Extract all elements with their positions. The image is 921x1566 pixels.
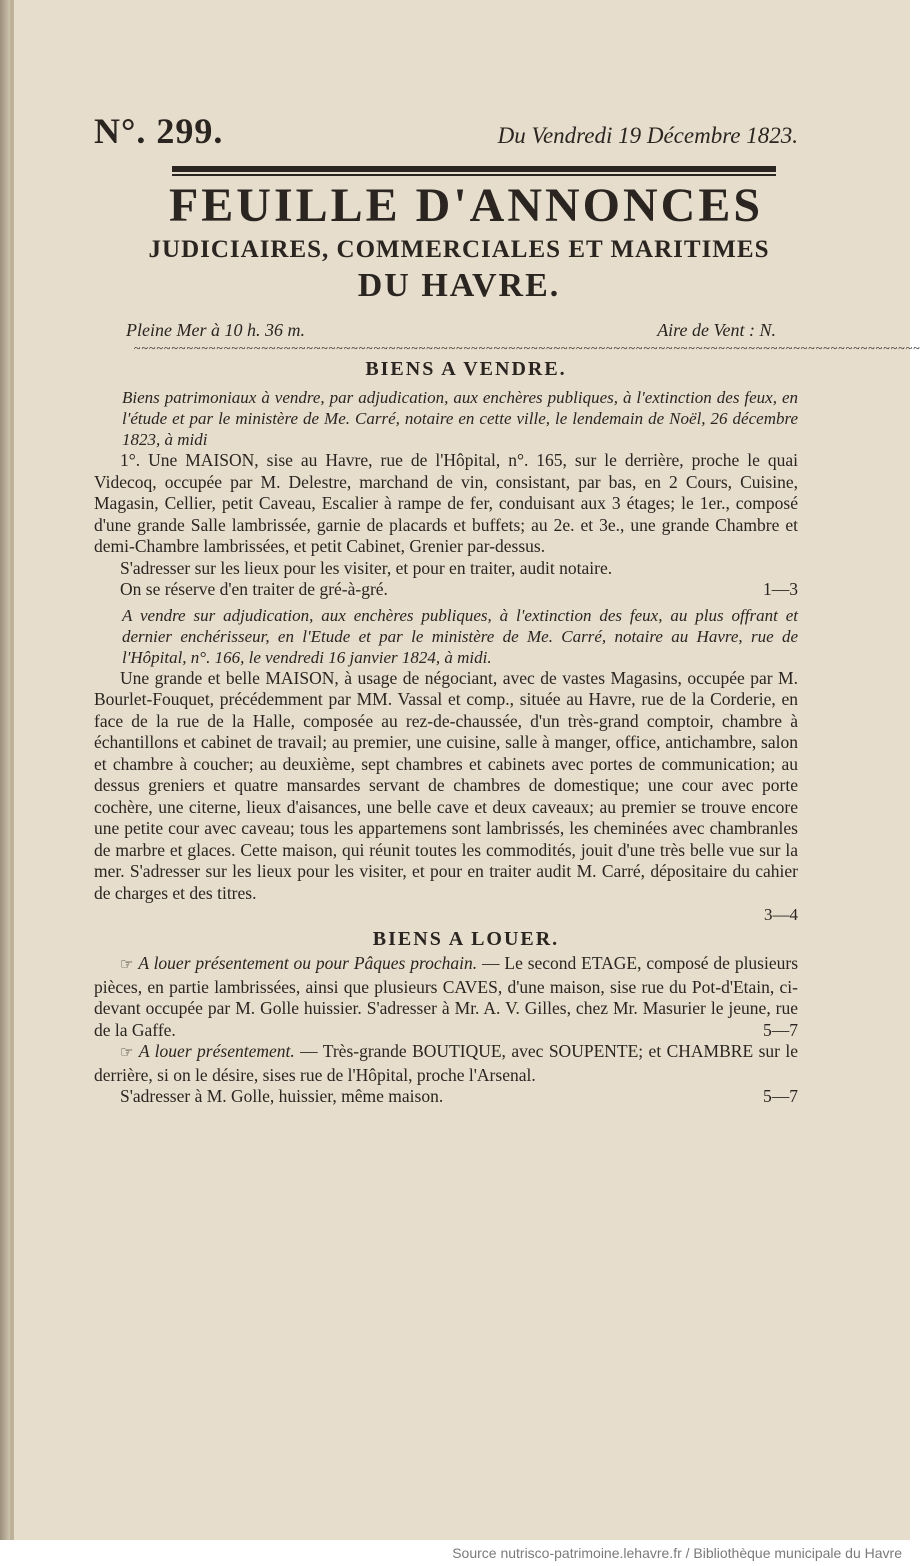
newspaper-title: FEUILLE D'ANNONCES <box>168 179 764 232</box>
section-heading-louer: BIENS A LOUER. <box>372 928 560 950</box>
sale-intro-1: Biens patrimoniaux à vendre, par adjudication, aux enchères publiques, à l'extinction des feux, en l'étude et par le ministère de Me. Carré, notaire en cette ville, le lendemain de Noël, 26 décembre 1823, à midi <box>122 388 798 449</box>
masthead-rule-thick <box>172 166 776 172</box>
rent-item-2-contact-text: S'adresser à M. Golle, huissier, même maison. <box>120 1086 444 1106</box>
page-edge <box>10 0 14 1540</box>
newspaper-subtitle: JUDICIAIRES, COMMERCIALES ET MARITIMES <box>148 236 770 263</box>
newspaper-city: DU HAVRE. <box>357 267 561 304</box>
sale-item-1: 1°. Une MAISON, sise au Havre, rue de l'Hôpital, n°. 165, sur le derrière, proche le quai Videcoq, occupée par M. Delestre, marchand de vin, consistant, par bas, en 2 Cours, Cuisine, Magasin, Cellier, petit Caveau, Escalier à rampe de fer, conduisant aux 3 étages; le 1er., composé d'une grande Salle lambrissée, garnie de placards et buffets; au 2e. et 3e., une grande Chambre et demi-Chambre lambrissées, et petit Cabinet, Grenier par-dessus. <box>94 450 798 556</box>
masthead-rule-thin <box>172 174 776 176</box>
ornament-divider: ~~~~~~~~~~~~~~~~~~~~~~~~~~~~~~~~~~~~~~~~~~~~~~~~~~~~~~~~~~~~~~~~~~~~~~~~~~~~~~~~~~~~~~~~~~~~~~~~~~~~~~~~~ <box>134 341 921 355</box>
reference-number: 3—4 <box>764 905 798 924</box>
pointing-hand-icon: ☞ <box>120 957 134 973</box>
sale-item-1-reserve <box>94 579 798 601</box>
wind-direction: Aire de Vent : N. <box>657 320 776 340</box>
newspaper-page <box>94 110 921 1108</box>
tide-line <box>94 320 798 341</box>
rent-item-1-text: — Le second ETAGE, composé de plusieurs pièces, en partie lambrissées, ainsi que plusieurs CAVES, d'une maison, sise rue du Pot-d'Etain, ci-devant occupée par M. Golle huissier. S'adresser à Mr. A. V. Gilles, chez Mr. Masurier le jeune, rue de la Gaffe. <box>94 953 799 1040</box>
reference-number: 1—3 <box>763 579 798 599</box>
sale-intro-2: A vendre sur adjudication, aux enchères publiques, à l'extinction des feux, au plus offrant et dernier enchérisseur, en l'Etude et par le ministère de Me. Carré, notaire au Havre, rue de l'Hôpital, n°. 166, le vendredi 16 janvier 1824, à midi. <box>122 605 798 667</box>
masthead-top <box>94 110 798 158</box>
binding-spine <box>0 0 10 1540</box>
high-tide: Pleine Mer à 10 h. 36 m. <box>126 320 305 340</box>
rent-item-2-lead: A louer présentement. <box>138 1041 295 1061</box>
issue-date: Du Vendredi 19 Décembre 1823. <box>497 123 798 148</box>
rent-item-2-text: — Très-grande BOUTIQUE, avec SOUPENTE; et CHAMBRE sur le derrière, si on le désire, sises rue de l'Hôpital, proche l'Arsenal. <box>94 1041 799 1085</box>
rent-item-2-contact <box>94 1086 798 1108</box>
sale-item-1-contact: S'adresser sur les lieux pour les visiter, et pour en traiter, audit notaire. <box>120 557 613 578</box>
rent-item-1-lead: A louer présentement ou pour Pâques prochain. <box>138 953 478 973</box>
source-footer <box>0 1540 910 1566</box>
reserve-text: On se réserve d'en traiter de gré-à-gré. <box>120 579 388 599</box>
reference-number: 5—7 <box>763 1019 798 1040</box>
reference-number: 5—7 <box>763 1086 798 1106</box>
rent-item-1 <box>94 953 798 1041</box>
sale-item-2: Une grande et belle MAISON, à usage de négociant, avec de vastes Magasins, occupée par M. Bourlet-Fouquet, précédemment par MM. Vassal et comp., située au Havre, rue de la Corderie, en face de la rue de la Halle, composée au rez-de-chaussée, d'un très-grand comptoir, chambre à échantillons et cabinet de travail; au premier, une cuisine, salle à manger, office, antichambre, salon et chambre à coucher; au deuxième, sept chambres et cabinets avec portes de communication; au dessus greniers et quatre mansardes servant de chambres de domestique; une cour avec porte cochère, une citerne, lieux d'aisances, une belle cave et deux caveaux; au premier se trouve encore une petite cour avec caveau; tous les appartemens sont lambrissés, les cheminées avec chambranles de marbre et glaces. Cette maison, qui réunit toutes les commodités, jouit d'une très belle vue sur la mer. S'adresser sur les lieux pour les visiter, et pour en traiter audit M. Carré, dépositaire du cahier de charges et des titres. <box>94 667 798 903</box>
issue-number: N°. 299. <box>94 111 224 151</box>
pointing-hand-icon: ☞ <box>120 1045 134 1061</box>
source-credit: Source nutrisco-patrimoine.lehavre.fr / Bibliothèque municipale du Havre <box>452 1545 902 1561</box>
rent-item-2 <box>94 1041 798 1086</box>
section-heading-vendre: BIENS A VENDRE. <box>365 358 567 380</box>
